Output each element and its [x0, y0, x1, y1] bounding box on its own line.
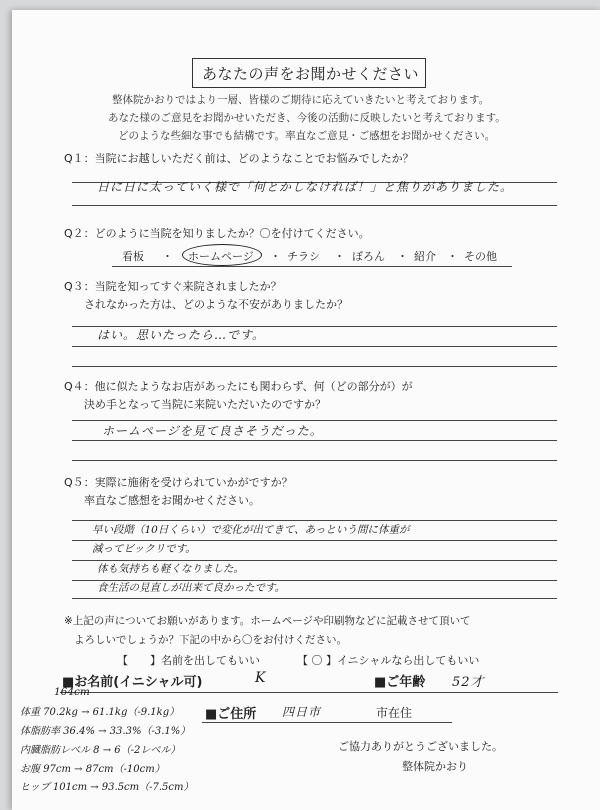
q5-line-5	[72, 598, 557, 599]
address-value: 四日市	[282, 705, 322, 719]
q3-line-2	[72, 346, 557, 347]
q1-question: Q１：当院にお越しいただく前は、どのようなことでお悩みでしたか？	[64, 152, 414, 165]
q3-question: Q３：当院を知ってすぐ来院されましたか？	[64, 280, 282, 293]
consent-line-1: ※上記の声についてお願いがあります。ホームページや印刷物などに記載させて頂いて	[64, 615, 471, 627]
name-value: K	[255, 670, 267, 686]
q4-answer: ホームページを見て良さそうだった。	[102, 424, 323, 438]
stat-body-fat: 体脂肪率 36.4% → 33.3%（-3.1%）	[20, 726, 191, 737]
q3-answer: はい。思いたったら…です。	[97, 328, 266, 342]
q2-line	[112, 266, 512, 267]
q2-question: Q２：どのように当院を知りましたか？〇を付けてください。	[64, 227, 370, 240]
age-label: ■ご年齢	[374, 675, 426, 690]
age-value: 52才	[452, 675, 485, 690]
q3-line-3	[72, 366, 557, 367]
q5-answer-4: 食生活の見直しが出来て良かったです。	[97, 582, 286, 594]
q5-line-1	[72, 520, 557, 521]
consent-option-name: 【 】名前を出してもいい	[117, 654, 260, 667]
stat-hip: ヒップ 101cm → 93.5cm（-7.5cm）	[20, 782, 194, 793]
q5-answer-1: 早い段階（10日くらい）で変化が出てきて、あっという間に体重が	[92, 524, 410, 536]
q1-line-2	[72, 205, 557, 206]
consent-line-2: よろしいでしょうか？下記の中から〇をお付けください。	[74, 634, 347, 646]
q5-question-2: 率直なご感想をお聞かせください。	[84, 494, 260, 507]
page-title: あなたの声をお聞かせください	[202, 65, 420, 83]
q4-line-1	[72, 420, 557, 421]
q5-answer-3: 体も気持ちも軽くなりました。	[97, 563, 244, 575]
clinic-name: 整体院かおり	[402, 760, 468, 773]
residence-label: 市在住	[376, 706, 413, 720]
intro-line-1: 整体院かおりではより一層、皆様のご期待に応えていきたいと考えております。	[112, 94, 490, 106]
name-label: ■お名前(イニシャル可)	[62, 675, 203, 690]
stat-waist: お腹 97cm → 87cm（-10cm）	[20, 764, 165, 775]
stat-weight: 体重 70.2kg → 61.1kg（-9.1kg）	[20, 707, 180, 718]
q5-answer-2: 減ってビックリです。	[92, 543, 196, 555]
consent-option-initial: 【 〇 】イニシャルなら出してもいい	[297, 654, 480, 667]
q4-question: Q４：他に似たようなお店があったにも関わらず、何（どの部分が）が	[64, 380, 413, 393]
name-age-line	[60, 692, 558, 693]
q2-option-signboard: 看板	[122, 250, 144, 263]
q4-question-2: 決め手となって当院に来院いただいたのですか？	[84, 398, 326, 411]
q2-option-other: その他	[464, 250, 497, 263]
survey-sheet: あなたの声をお聞かせください 整体院かおりではより一層、皆様のご期待に応えていきたいと考えております。 あなた様のご意見をお聞かせいただき、今後の活動に反映したいと考えております。 どのような些細な事でも結構です。率直なご意見・ご感想をお聞かせください。 Q１：当院にお越しいただく前は、どのようなことでお悩みでしたか？ 日に日に太っていく様で「何とかしなければ！」と焦りがありました。 Q２：どのように当院を知りましたか？〇を付けてください。 看板 ・ ホームページ ・ チラシ ・ ぼろん ・ 紹介 ・ その他 Q３：当院を知ってすぐ来院されましたか？ されなかった方は、どのような不安がありましたか？ はい。思いたったら…です。 Q４：他に似たようなお店があったにも関わらず、何（どの部分が）が 決め手となって当院に来院いただいたのですか？ ホームページを見て良さそうだった。 Q５：実際に施術を受けられていかがですか？ 率直なご感想をお聞かせください。 早い段階（10日くらい）で変化が出てきて、あっという間に体重が 減ってビックリです。 体も気持ちも軽くなりました。 食生活の見直しが出来て良かったです。 ※上記の声についてお願いがあります。ホームページや印刷物などに記載させて頂いて よろしいでしょうか？下記の中から〇をお付けください。 【 】名前を出してもいい 【 〇 】イニシャルなら出してもいい ■お名前(イニシャル可) K ■ご年齢 52才 164cm 体重 70.2kg → 61.1kg（-9.1kg） ■ご住所 四日市 市在住 体脂肪率 36.4% → 33.3%（-3.1%） 内臓脂肪レベル 8 → 6（-2レベル） お腹 97cm → 87cm（-10cm） ヒップ 101cm → 93.5cm（-7.5cm） ご協力ありがとうございました。 整体院かおり	[12, 10, 600, 810]
q1-answer: 日に日に太っていく様で「何とかしなければ！」と焦りがありました。	[97, 180, 514, 194]
intro-line-3: どのような些細な事でも結構です。率直なご意見・ご感想をお聞かせください。	[118, 130, 496, 142]
q2-option-boron: ぼろん	[352, 250, 385, 263]
q5-question: Q５：実際に施術を受けられていかがですか？	[64, 476, 293, 489]
thanks-text: ご協力ありがとうございました。	[338, 740, 503, 753]
stat-visceral-fat: 内臓脂肪レベル 8 → 6（-2レベル）	[20, 745, 181, 756]
q2-option-flyer: チラシ	[287, 250, 320, 263]
q4-line-3	[72, 460, 557, 461]
q2-option-referral: 紹介	[414, 250, 436, 263]
intro-line-2: あなた様のご意見をお聞かせいただき、今後の活動に反映したいと考えております。	[108, 112, 506, 124]
q3-question-2: されなかった方は、どのような不安がありましたか？	[84, 298, 348, 311]
address-label: ■ご住所	[205, 707, 257, 722]
q4-line-2	[72, 440, 557, 441]
height-value: 164cm	[54, 686, 90, 698]
q2-option-homepage: ホームページ	[188, 250, 254, 263]
address-line	[202, 722, 452, 723]
